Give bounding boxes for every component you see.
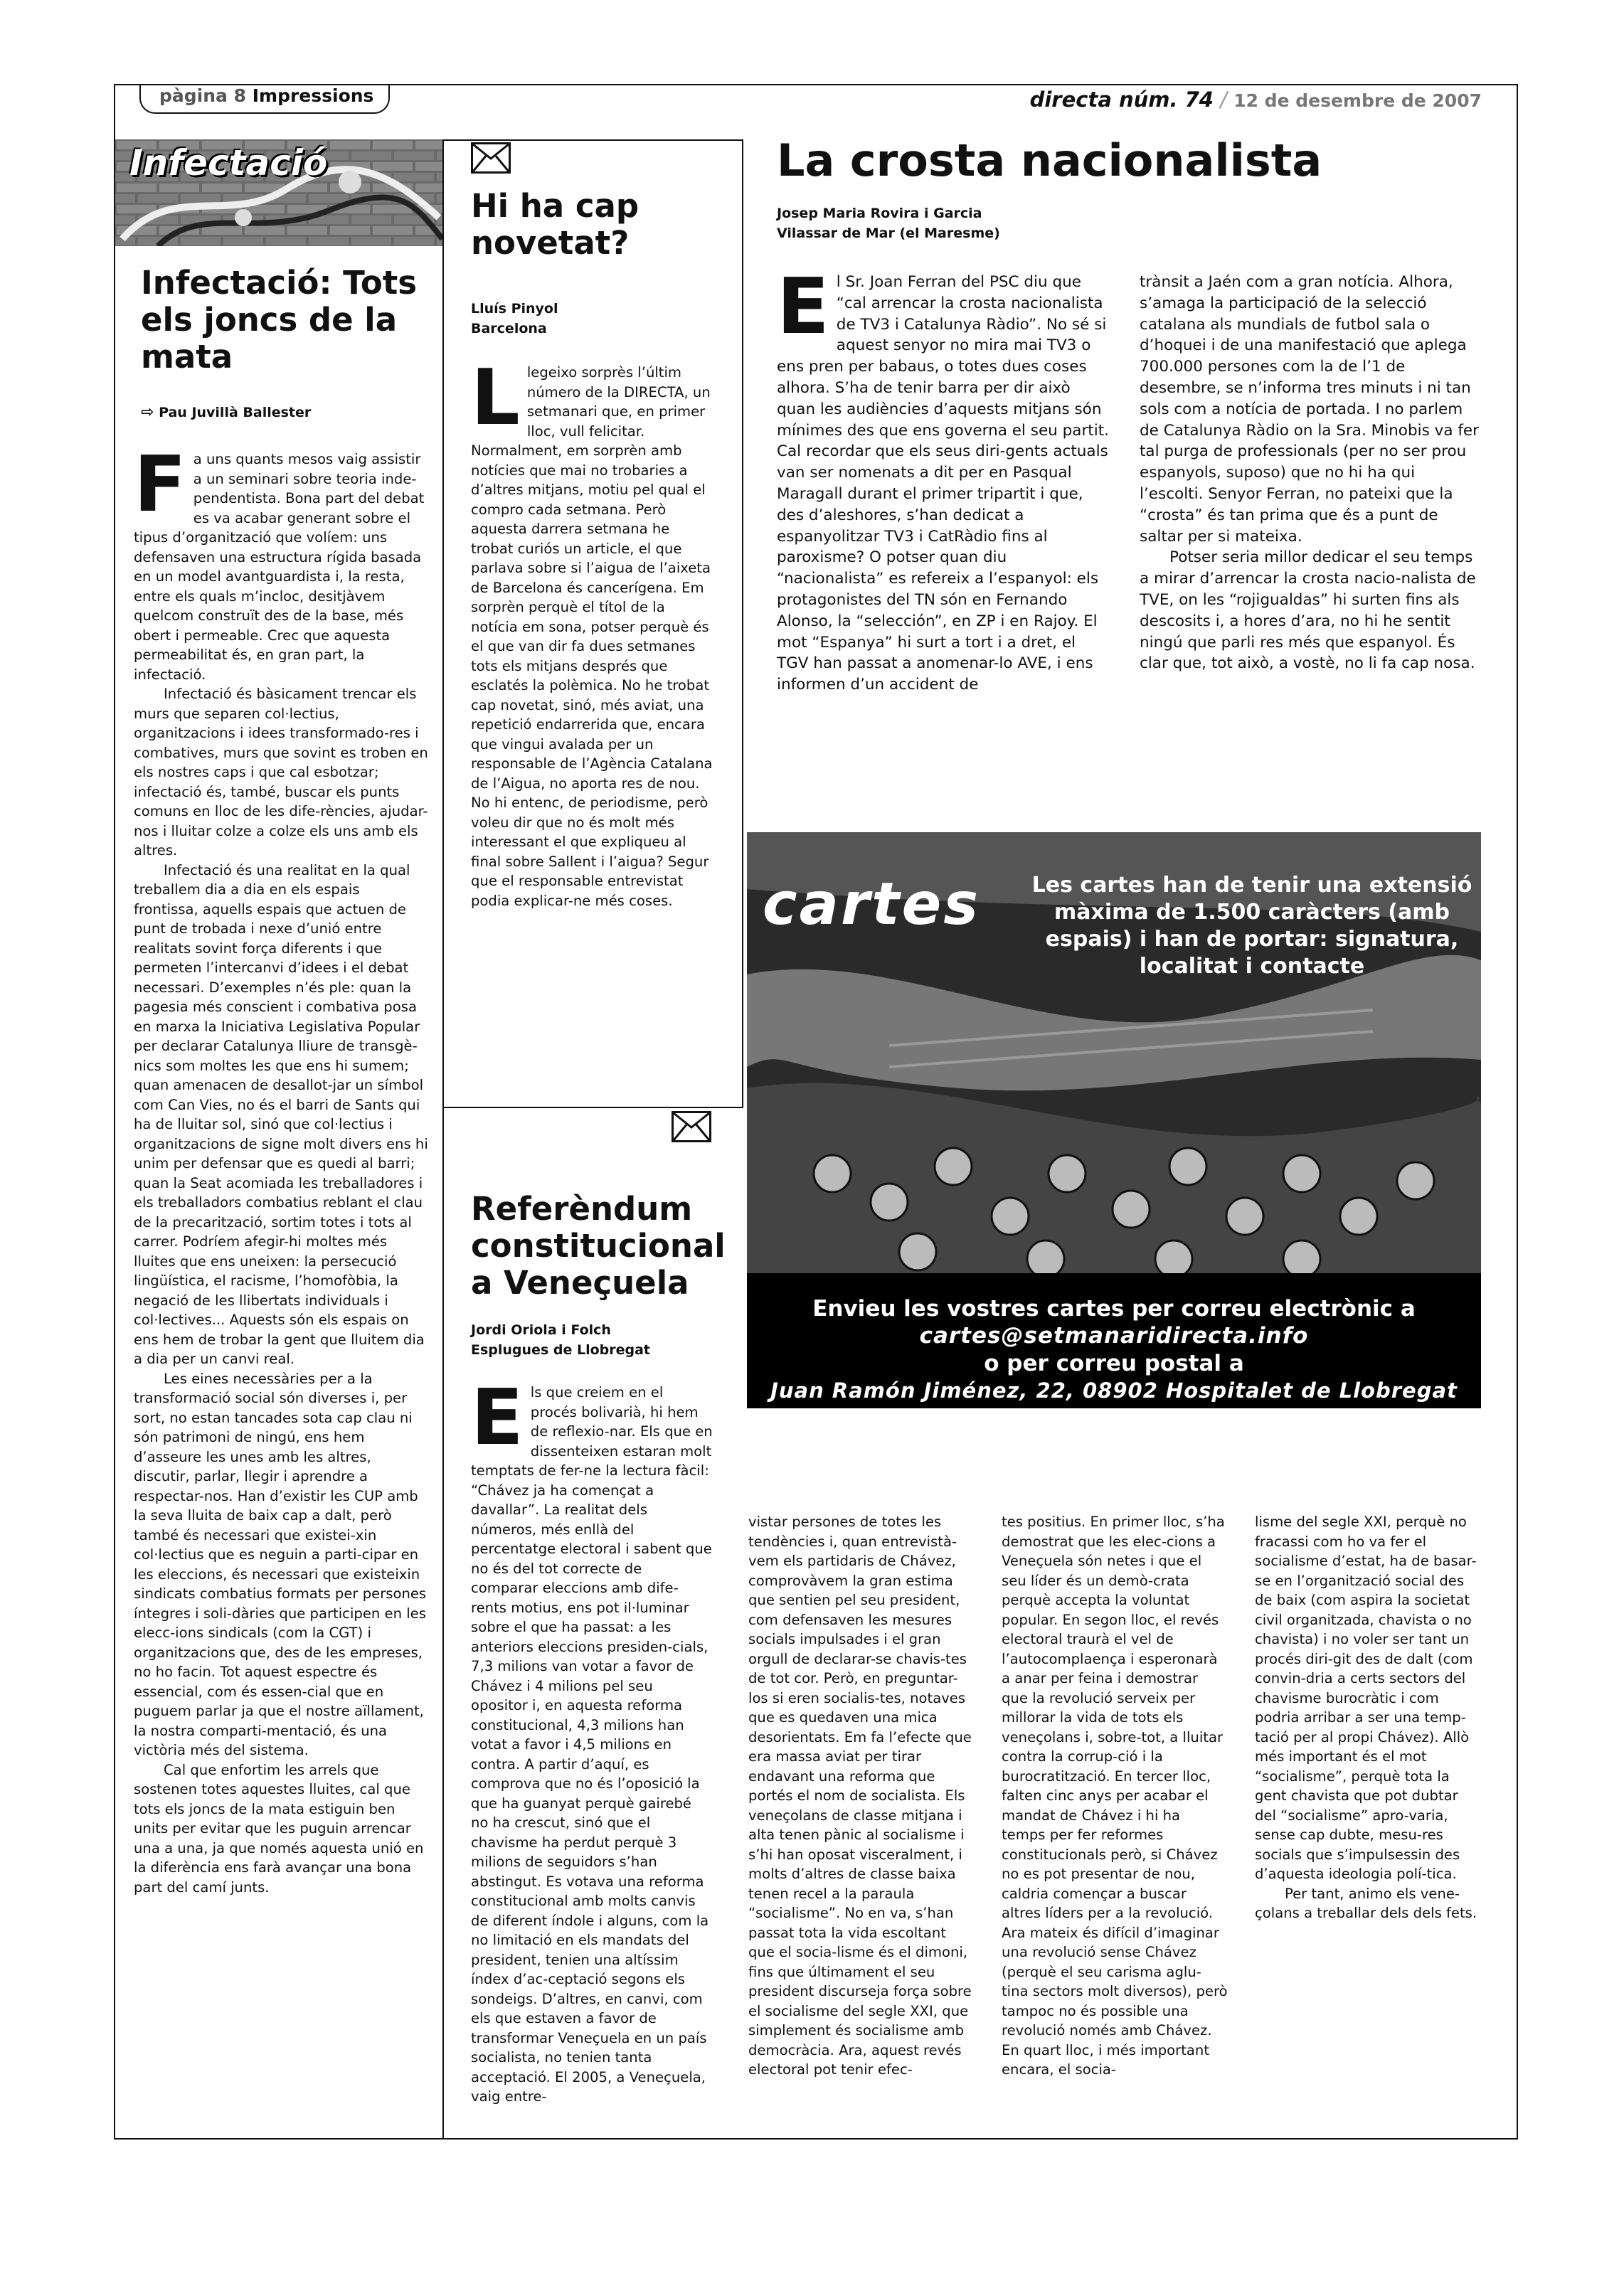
- paragraph: Cal que enfortim les arrels que sostenen totes aquestes lluites, cal que tots els joncs de la mata estiguin ben units per evitar que les puguin arrencar una a una, ja que només aquesta unió en la diferència ens farà avançar una bona part del camí junts.: [134, 1761, 424, 1896]
- postal-line: o per correu postal a: [984, 1351, 1244, 1376]
- paragraph: Les eines necessàries per a la transformació social són diverses i, per sort, no estan tancades sota cap clau ni són patrimoni de ningú, ens hem d’asseure les unes amb les altres, discutir, parlar, llegir i aprendre a respectar-nos. Han d’existir les CUP amb la seva lluita de baix cap a dalt, però també és necessari que existei-xin col·lectius que es neguin a parti-cipar en les eleccions, és necessari que existeixin sindicats combatius formats per persones íntegres i soli-dàries que participen en les elecc-ions sindicals (com la CGT) i organitzacions que, des de les empreses, no ho facin. Tot aquest espectre és essencial, com és essen-cial que en puguem parlar ja que el nostre aïllament, la nostra comparti-mentació, és una victòria més del sistema.: [134, 1370, 427, 1758]
- infectacio-body: [134, 440, 428, 1897]
- venezuela-col3: [1002, 1512, 1228, 2080]
- dropcap: L: [471, 354, 520, 442]
- column-divider-1: [442, 139, 444, 2140]
- cartes-banner: [747, 832, 1481, 1408]
- column-divider-2: [742, 139, 743, 1107]
- author-place: Vilassar de Mar (el Maresme): [777, 225, 1000, 241]
- author-place: Barcelona: [471, 321, 547, 336]
- author-place: Esplugues de Llobregat: [471, 1342, 651, 1358]
- paragraph: legeixo sorprès l’últim número de la DIRECTA, un setmanari que, en primer lloc, vull felicitar. Normalment, em sorprèn amb notícies que mai no trobaries a d’altres mitjans, motiu pel qual el compro cada setmana. Però aquesta darrera setmana he trobat curiós un article, el que parlava sobre si l’aigua de l’aixeta de Barcelona és cancerígena. Em sorprèn perquè el títol de la notícia em sona, potser perquè és el que van dir fa dues setmanes tots els mitjans després que esclatés la polèmica. No he trobat cap novetat, sinó, més aviat, una repetició endarrerida que, encara que vingui avalada per un responsable de l’Agència Catalana de l’Aigua, no aporta res de nou. No hi entenc, de periodisme, però voleu dir que no és molt més interessant el que expliqueu al final sobre Sallent i l’aigua? Segur que el responsable entrevistat podia explicar-ne més coses.: [471, 364, 713, 909]
- page-number: pàgina 8: [159, 85, 246, 106]
- venezuela-col2: [748, 1512, 975, 2080]
- infectacio-logo: [115, 139, 442, 246]
- cartes-rules: Les cartes han de tenir una extensió màxima de 1.500 caràcters (amb espais) i han de portar: signatura, localitat i contacte: [1031, 873, 1472, 979]
- crosta-byline: [777, 203, 1000, 243]
- crosta-title: La crosta nacionalista: [777, 134, 1322, 186]
- dropcap: F: [134, 440, 186, 529]
- email-address[interactable]: cartes@setmanaridirecta.info: [919, 1323, 1309, 1349]
- paragraph: lisme del segle XXI, perquè no fracassi com ho va fer el socialisme d’estat, ha de basar-se en l’organització social des de baix (com aspira la societat civil organitzada, chavista o no chavista) i no voler ser tant un procés diri-git des de dalt (com convin-dria a certs sectors del chavisme burocràtic i com podria arribar a ser una temp-tació per al propi Chávez). Allò més important és el mot “socialisme”, perquè tota la gent chavista que pot dubtar del “socialisme” apro-varia, sense cap dubte, mesu-res socials que s’impulsessin des d’aquesta ideologia polí-tica.: [1255, 1514, 1477, 1882]
- novetat-title: Hi ha cap novetat?: [471, 187, 639, 262]
- venezuela-col1: [471, 1373, 713, 2107]
- paragraph: tes positius. En primer lloc, s’ha demostrat que les elec-cions a Veneçuela són netes i que el seu líder és un demò-crata perquè accepta la voluntat popular. En segon lloc, el revés electoral traurà el vel de l’autocomplaença i esperonarà a anar per feina i demostrar que la revolució serveix per millorar la vida de tots els veneçolans i, sobre-tot, a lluitar contra la corrup-ció i la burocratització. En tercer lloc, falten cinc anys per acabar el mandat de Chávez i hi ha temps per fer reformes constitucionals però, si Chávez no es pot presentar de nou, caldria començar a buscar altres líders per a la revolució. Ara mateix és difícil d’imaginar una revolució sense Chávez (perquè el seu carisma aglu-tina sectors molt diversos), però tampoc no és possible una revolució només amb Chávez. En quart lloc, i més important encara, el socia-: [1002, 1514, 1228, 2078]
- author-name: Pau Juvillà Ballester: [159, 405, 312, 420]
- paragraph: a uns quants mesos vaig assistir a un seminari sobre teoria inde-pendentista. Bona part del debat es va acabar generant sobre el tipus d’organització que volíem: uns defensaven una estructura rígida basada en un model avantguardista i, la resta, entre els quals m’incloc, desitjàvem quelcom construït des de la base, més obert i permeable. Crec que aquesta permeabilitat és, en gran part, la infectació.: [134, 451, 425, 683]
- postal-address: Juan Ramón Jiménez, 22, 08902 Hospitalet de Llobregat: [770, 1378, 1458, 1403]
- infectacio-byline: [141, 403, 311, 422]
- box-mid-rule: [442, 1107, 743, 1108]
- bottom-rule: [114, 2138, 1518, 2140]
- paragraph: l Sr. Joan Ferran del PSC diu que “cal arrencar la crosta nacionalista de TV3 i Catalunya Ràdio”. No sé si aquest senyor no mira mai TV3 o ens pren per babaus, o totes dues coses alhora. S’ha de tenir barra per dir això quan les audiències d’aquests mitjans són mínimes des que ens governa el seu partit. Cal recordar que els seus diri-gents actuals van ser nomenats a dit per en Pasqual Maragall durant el primer tripartit i que, des d’aleshores, s’han dedicat a espanyolitzar TV3 i CatRàdio fins al paroxisme? O potser quan diu “nacionalista” es refereix a l’espanyol: els protagonistes del TN són en Fernando Alonso, la “selección”, en ZP i en Rajoy. El mot “Espanya” hi surt a tort i a dret, el TGV han passat a anomenar-lo AVE, i ens informen d’un accident de: [777, 273, 1109, 694]
- paragraph: ls que creiem en el procés bolivarià, hi hem de reflexio-nar. Els que en dissenteixen estaran molt temptats de fer-ne la lectura fàcil: “Chávez ja ha començat a davallar”. La realitat dels números, més enllà del percentatge electoral i sabent que no és del tot correcte de comparar eleccions amb dife-rents motius, ens pot il·luminar sobre el que ha passat: a les anteriors eleccions presiden-cials, 7,3 milions van votar a favor de Chávez i 4 milions pel seu opositor i, en aquesta reforma constitucional, 4,3 milions han votat a favor i 4,5 milions en contra. A partir d’aquí, es comprova que no és l’oposició la que ha guanyat perquè gairebé no ha crescut, sinó que el chavisme ha perdut perquè 3 milions de seguidors s’han abstingut. Es votava una reforma constitucional amb molts canvis de diferent índole i alguns, com la no limitació en els mandats del president, tenien una altíssim índex d’ac-ceptació segons els sondeigs. D’altres, en canvi, com els que estaven a favor de transformar Veneçuela en un país socialista, no tenien tanta acceptació. El 2005, a Veneçuela, vaig entre-: [471, 1384, 713, 2105]
- dropcap: E: [471, 1373, 524, 1462]
- crosta-col2: [1140, 272, 1480, 674]
- left-margin-rule: [114, 84, 115, 2140]
- paragraph: Infectació és bàsicament trencar els murs que separen col·lectius, organitzacions i idees transformado-res i combatives, murs que sovint es troben en els nostres caps i que cal esbotzar; infectació és, també, buscar els punts comuns en lloc de les dife-rències, ajudar-nos i lluitar colze a colze els uns amb els altres.: [134, 686, 428, 859]
- venezuela-col4: [1255, 1512, 1481, 1923]
- paragraph: trànsit a Jaén com a gran notícia. Alhora, s’amaga la participació de la selecció catalana als mundials de futbol sala o d’hoquei i de una manifestació que aplega 700.000 persones com la de l’1 de desembre, se n’informa tres minuts i ni tan sols com a notícia de portada. I no parlem de Catalunya Ràdio on la Sra. Minobis va fer tal purga de professionals (per no ser prou espanyols, suposo) que no hi ha qui l’escolti. Senyor Ferran, no pateixi que la “crosta” és tan prima que és a punt de saltar per si mateixa.: [1140, 273, 1479, 546]
- venezuela-title: Referèndum constitucional a Veneçuela: [471, 1190, 726, 1302]
- arrow-icon: ⇨: [141, 403, 154, 421]
- dropcap: E: [777, 262, 829, 351]
- novetat-body: [471, 354, 713, 910]
- paragraph: Potser seria millor dedicar el seu temps a mirar d’arrencar la crosta nacio-nalista de TVE, on les “rojigualdas” hi surten fins als descosits i, a hores d’ara, no hi he sentit ningú que parli res més que espanyol. És clar que, tot això, a vostè, no li fa cap nosa.: [1140, 548, 1476, 673]
- right-margin-rule: [1517, 84, 1518, 2140]
- issue-date: 12 de desembre de 2007: [1233, 90, 1482, 111]
- author-name: Jordi Oriola i Folch: [471, 1322, 611, 1338]
- infectacio-logo-text: Infectació: [129, 142, 328, 184]
- cartes-logo: cartes: [763, 871, 981, 938]
- crosta-col1: [777, 262, 1111, 696]
- envelope-icon: [672, 1111, 711, 1142]
- infectacio-title: Infectació: Tots els joncs de la mata: [141, 264, 418, 376]
- novetat-byline: [471, 299, 558, 339]
- cartes-contact: [747, 1273, 1481, 1408]
- paragraph: Infectació és una realitat en la qual treballem dia a dia en els espais frontissa, aquells espais que actuen de punt de trobada i nexe d’unió entre realitats sovint força diferents i que permeten l’intercanvi d’idees i el debat necessari. D’exemples n’és ple: quan la pagesia més conscient i combativa posa en marxa la Iniciativa Legislativa Popular per declarar Catalunya lliure de transgè-nics som moltes les que ens hi sumem; quan amenacen de desallot-jar un símbol com Can Vies, no és el barri de Sants qui ha de lluitar sol, sinó que col·lectius i organitzacions de signe molt divers ens hi unim per defensar que es quedi al barri; quan la Seat acomiada les treballadores i els treballadors combatius reblant el clau de la precarització, sortim totes i tots al carrer. Podríem afegir-hi moltes més lluites que ens uneixen: la persecució lingüística, el racisme, l’homofòbia, la negació de les llibertats individuals i col·lectives... Aquests són els espais on ens hem de trobar la gent que lluitem dia a dia per un canvi real.: [134, 861, 428, 1367]
- section-name: Impressions: [252, 85, 374, 106]
- page-label: [159, 85, 373, 106]
- publication-name: directa núm. 74: [1029, 87, 1214, 112]
- header-separator: /: [1220, 87, 1227, 112]
- author-name: Lluís Pinyol: [471, 301, 558, 317]
- author-name: Josep Maria Rovira i Garcia: [777, 206, 982, 221]
- paragraph: Per tant, animo els vene-çolans a treballar dels dels fets.: [1255, 1885, 1477, 1921]
- publication-line: [1030, 87, 1482, 112]
- envelope-icon: [471, 142, 511, 174]
- paragraph: vistar persones de totes les tendències i, quan entrevistà-vem els partidaris de Chávez, comprovàvem la gran estima que sentien pel seu president, com defensaven les mesures socials impulsades i el gran orgull de declarar-se chavis-tes de tot cor. Però, en preguntar-los si eren socialis-tes, notaves que es quedaven una mica desorientats. Em fa l’efecte que era massa aviat per tirar endavant una reforma que portés el nom de socialista. Els veneçolans de classe mitjana i alta tenen pànic al socialisme i s’hi han oposat visceralment, i molts d’altres de classe baixa tenen recel a la paraula “socialisme”. No en va, s’han passat tota la vida escoltant que el socia-lisme és el dimoni, fins que últimament el seu president discurseja força sobre el socialisme del segle XXI, que simplement és socialisme amb democràcia. Ara, aquest revés electoral pot tenir efec-: [748, 1514, 972, 2078]
- venezuela-byline: [471, 1320, 650, 1360]
- page-header: [0, 0, 1624, 121]
- email-line: Envieu les vostres cartes per correu electrònic a: [812, 1296, 1416, 1322]
- box-top-rule: [442, 139, 743, 141]
